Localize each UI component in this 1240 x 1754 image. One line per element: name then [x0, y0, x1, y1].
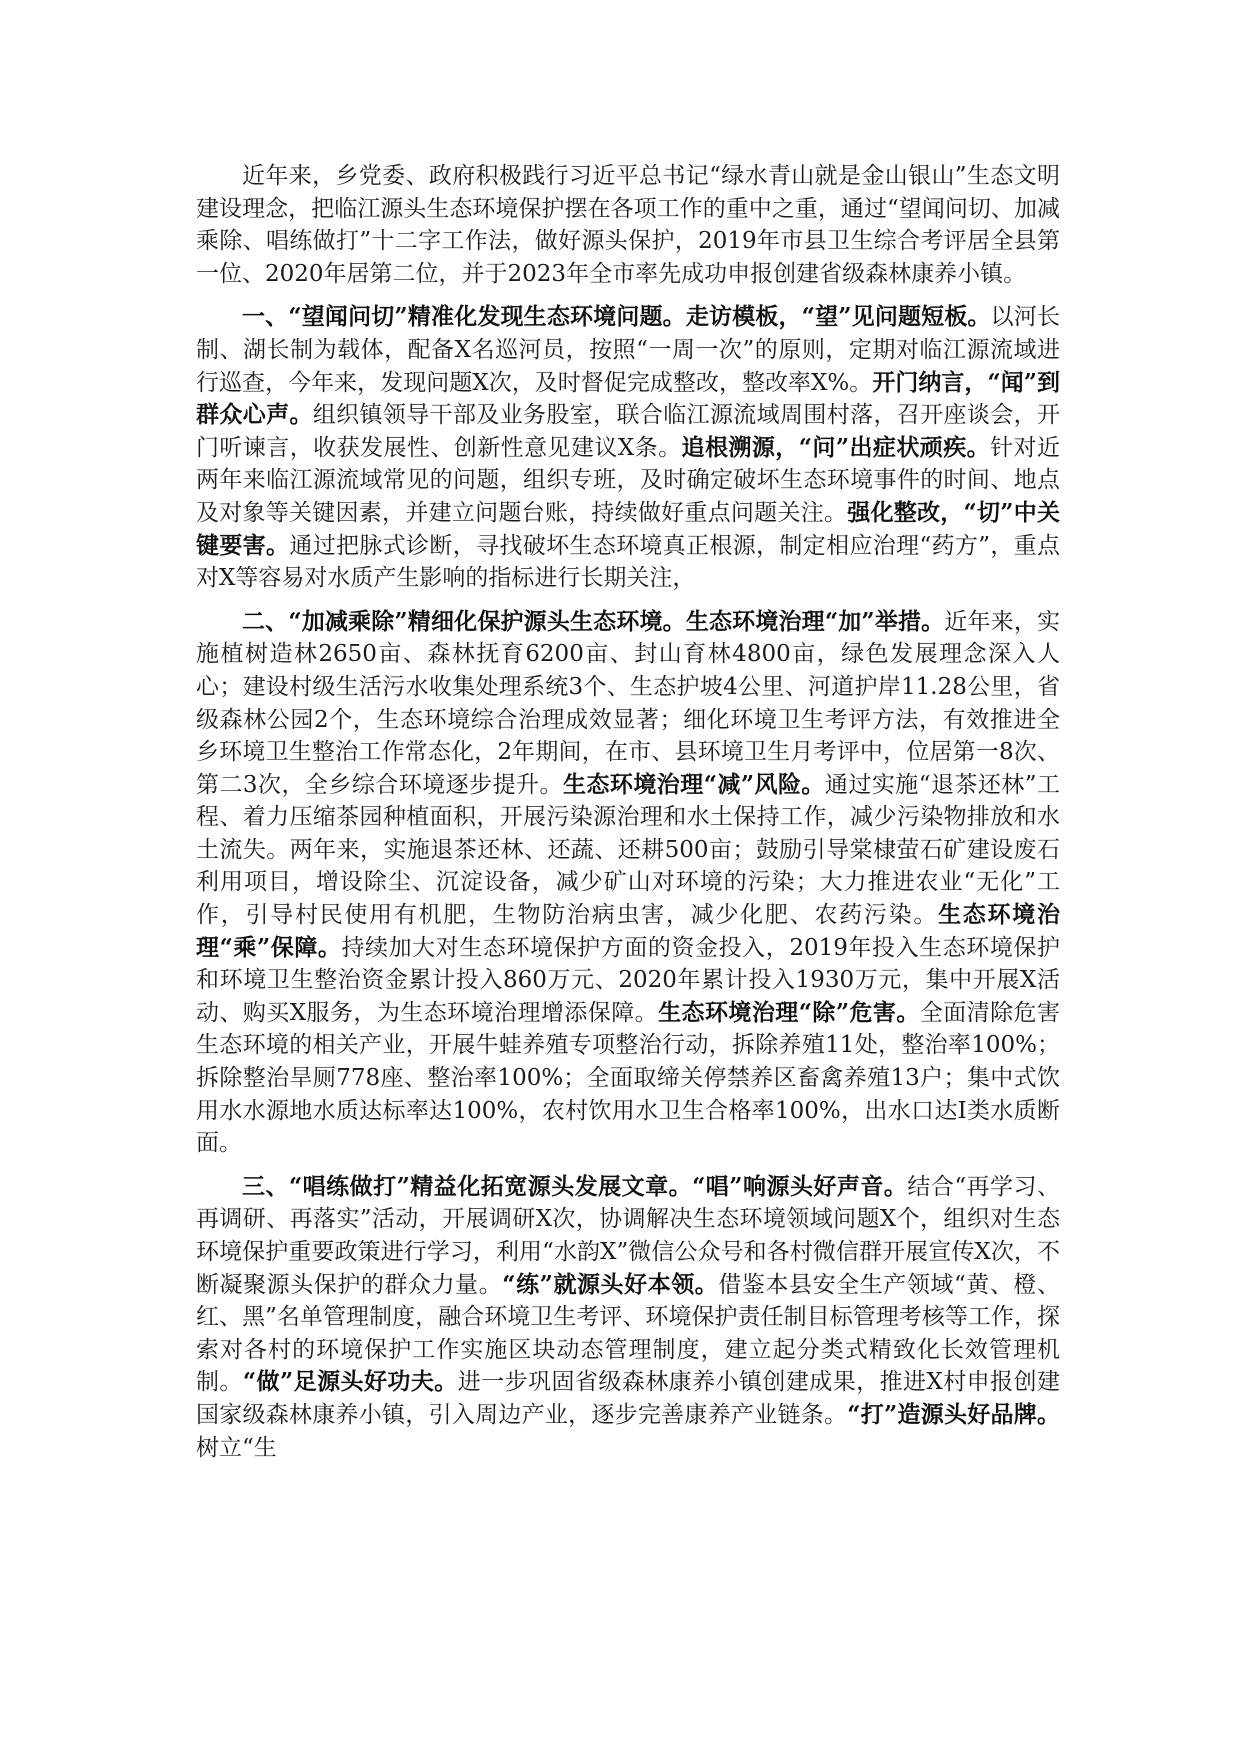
section-1-subheading-2: 开门纳言，“闻”到群众心声。: [196, 368, 1060, 429]
section-2-text-4: 全面清除危害生态环境的相关产业，开展牛蛙养殖专项整治行动，拆除养殖11处，整治率100%；拆除整治旱厕778座、整治率100%；全面取缔关停禁养区畜禽养殖13户；集中式饮用水水源地水质达标率达100%，农村饮用水卫生合格率100%，出水口达Ⅰ类水质断面。: [196, 999, 1060, 1157]
section-1-paragraph: [196, 301, 1060, 594]
section-3-subheading-3: “做”足源头好功夫。: [242, 1368, 458, 1396]
section-3-subheading-2: “练”就源头好本领。: [502, 1270, 719, 1298]
section-1-text-2: 组织镇领导干部及业务股室，联合临江源流域周围村落，召开座谈会，开门听谏言，收获发展性、创新性意见建议X条。: [196, 402, 1061, 461]
section-3-paragraph: [196, 1171, 1060, 1464]
section-2-subheading-4: 生态环境治理“除”危害。: [658, 998, 920, 1026]
section-2-subheading-3: 生态环境治理“乘”保障。: [196, 901, 1061, 961]
section-2-text-3: 持续加大对生态环境保护方面的资金投入，2019年投入生态环境保护和环境卫生整治资金累计投入860万元、2020年累计投入1930万元，集中开展X活动、购买X服务，为生态环境治理增添保障。: [196, 934, 1060, 1026]
document-page: [196, 160, 1060, 1475]
section-3-subheading-4: “打”造源头好品牌。: [847, 1400, 1060, 1428]
section-3-text-1: 结合“再学习、再调研、再落实”活动，开展调研X次，协调解决生态环境领域问题X个，组织对生态环境保护重要政策进行学习，利用“水韵X”微信公众号和各村微信群开展宣传X次，不断凝聚源头保护的群众力量。: [196, 1173, 1061, 1298]
section-3-heading: 三、“唱练做打”精益化拓宽源头发展文章。“唱”响源头好声音。: [242, 1172, 908, 1200]
section-2-subheading-2: 生态环境治理“减”风险。: [562, 770, 825, 798]
section-2-paragraph: [196, 606, 1060, 1160]
section-2-text-1: 近年来，实施植树造林2650亩、森林抚育6200亩、封山育林4800亩，绿色发展理念深入人心；建设村级生活污水收集处理系统3个、生态护坡4公里、河道护岸11.28公里，省级森林公园2个，生态环境综合治理成效显著；细化环境卫生考评方法，有效推进全乡环境卫生整治工作常态化，2年期间，在市、县环境卫生月考评中，位居第一8次、第二3次，全乡综合环境逐步提升。: [196, 608, 1061, 798]
section-3-text-2: 借鉴本县安全生产领域“黄、橙、红、黑”名单管理制度，融合环境卫生考评、环境保护责任制目标管理考核等工作，探索对各村的环境保护工作实施区块动态管理制度，建立起分类式精致化长效管理机制。: [196, 1271, 1060, 1396]
section-1-text-4: 通过把脉式诊断，寻找破坏生态环境真正根源，制定相应治理“药方”，重点对X等容易对水质产生影响的指标进行长期关注，: [196, 532, 1060, 592]
section-1-heading: 一、“望闻问切”精准化发现生态环境问题。走访模板，“望”见问题短板。: [242, 303, 991, 331]
section-1-subheading-4: 强化整改，“切”中关键要害。: [196, 498, 1060, 559]
section-1-text-1: 以河长制、湖长制为载体，配备X名巡河员，按照“一周一次”的原则，定期对临江源流域进行巡查，今年来，发现问题X次，及时督促完成整改，整改率X%。: [196, 304, 1061, 396]
section-2-text-2: 通过实施“退茶还林”工程、着力压缩茶园种植面积，开展污染源治理和水土保持工作，减少污染物排放和水土流失。两年来，实施退茶还林、还蔬、还耕500亩；鼓励引导棠棣萤石矿建设废石利用项目，增设除尘、沉淀设备，减少矿山对环境的污染；大力推进农业“无化”工作，引导村民使用有机肥，生物防治病虫害，减少化肥、农药污染。: [196, 771, 1060, 929]
intro-paragraph: 近年来，乡党委、政府积极践行习近平总书记“绿水青山就是金山银山”生态文明建设理念，把临江源头生态环境保护摆在各项工作的重中之重，通过“望闻问切、加减乘除、唱练做打”十二字工作法，做好源头保护，2019年市县卫生综合考评居全县第一位、2020年居第二位，并于2023年全市率先成功申报创建省级森林康养小镇。: [196, 163, 1060, 287]
section-2-heading: 二、“加减乘除”精细化保护源头生态环境。生态环境治理“加”举措。: [242, 607, 945, 635]
section-3-text-4: 树立“生: [196, 1434, 277, 1461]
section-1-subheading-3: 追根溯源，“问”出症状顽疾。: [681, 433, 991, 461]
section-3-text-3: 进一步巩固省级森林康养小镇创建成果，推进X村申报创建国家级森林康养小镇，引入周边产业，逐步完善康养产业链条。: [196, 1369, 1060, 1428]
section-1-text-3: 针对近两年来临江源流域常见的问题，组织专班，及时确定破坏生态环境事件的时间、地点及对象等关键因素，并建立问题台账，持续做好重点问题关注。: [196, 434, 1060, 526]
